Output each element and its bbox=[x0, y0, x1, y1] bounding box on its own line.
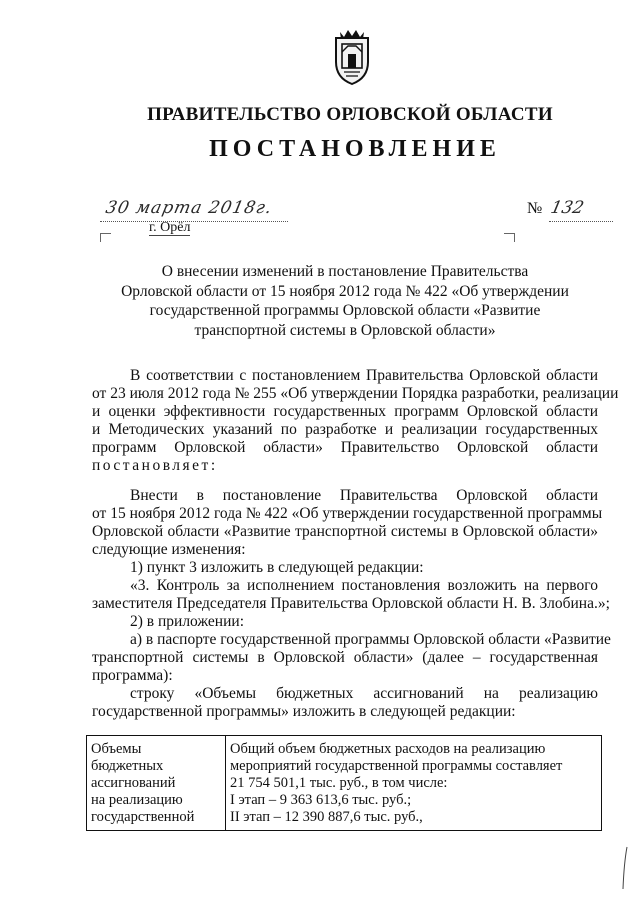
text-line: транспортной системы в Орловской области» (далее – государственная bbox=[92, 649, 598, 666]
text-line: и оценки эффективности государственных программ Орловской области bbox=[92, 403, 598, 420]
document-title bbox=[100, 262, 590, 340]
organization-name: ПРАВИТЕЛЬСТВО ОРЛОВСКОЙ ОБЛАСТИ bbox=[147, 104, 553, 125]
handwritten-number: 132 bbox=[548, 198, 586, 218]
cell-line: Объемы bbox=[91, 741, 142, 757]
table-cell-value bbox=[226, 736, 602, 831]
cell-line: бюджетных bbox=[91, 758, 164, 774]
margin-pen-mark bbox=[621, 845, 629, 891]
text-line: В соответствии с постановлением Правительства Орловской области bbox=[130, 367, 598, 384]
text-line: строку «Объемы бюджетных ассигнований на реализацию bbox=[130, 685, 598, 702]
cell-line: ассигнований bbox=[91, 775, 176, 791]
text-line: Орловской области «Развитие транспортной системы в Орловской области» bbox=[92, 523, 598, 540]
cell-line: государственной bbox=[91, 809, 195, 825]
title-corner-right bbox=[504, 233, 515, 242]
title-line: государственной программы Орловской области «Развитие bbox=[149, 302, 541, 319]
date-field bbox=[100, 198, 288, 222]
text-line: Внести в постановление Правительства Орловской области bbox=[130, 487, 598, 504]
decree-paragraph bbox=[92, 487, 611, 721]
text-line: следующие изменения: bbox=[92, 541, 246, 558]
cell-line: Общий объем бюджетных расходов на реализацию bbox=[230, 741, 546, 757]
text-line: «3. Контроль за исполнением постановления возложить на первого bbox=[130, 577, 598, 594]
cell-line: мероприятий государственной программы составляет bbox=[230, 758, 563, 774]
date-underline bbox=[100, 221, 288, 222]
text-line: 1) пункт 3 изложить в следующей редакции: bbox=[130, 559, 424, 576]
cell-line: 21 754 501,1 тыс. руб., в том числе: bbox=[230, 775, 448, 791]
coat-of-arms-emblem bbox=[328, 28, 376, 86]
resolves-word: постановляет: bbox=[92, 457, 218, 474]
number-label: № bbox=[527, 200, 543, 217]
number-underline bbox=[549, 221, 613, 222]
text-line: от 23 июля 2012 года № 255 «Об утверждении Порядка разработки, реализации bbox=[92, 385, 619, 402]
cell-line: на реализацию bbox=[91, 792, 183, 808]
table-cell-label bbox=[87, 736, 226, 831]
city-label bbox=[149, 220, 190, 236]
title-line: транспортной системы в Орловской области» bbox=[194, 321, 496, 339]
text-line: а) в паспорте государственной программы Орловской области «Развитие bbox=[130, 631, 611, 648]
number-field bbox=[527, 198, 613, 222]
budget-allocation-table bbox=[86, 735, 602, 831]
text-line: и Методических указаний по разработке и реализации государственных bbox=[92, 421, 598, 438]
document-type: ПОСТАНОВЛЕНИЕ bbox=[209, 136, 501, 162]
cell-line: II этап – 12 390 887,6 тыс. руб., bbox=[230, 809, 423, 825]
text-line: заместителя Председателя Правительства Орловской области Н. В. Злобина.»; bbox=[92, 595, 610, 612]
text-line: программ Орловской области» Правительство Орловской области bbox=[92, 439, 598, 456]
text-line: программа): bbox=[92, 667, 173, 684]
text-line: 2) в приложении: bbox=[130, 613, 244, 630]
handwritten-date: 30 марта 2018г. bbox=[103, 198, 275, 218]
city-text: г. Орёл bbox=[149, 220, 191, 235]
table-row bbox=[87, 736, 602, 831]
text-line: от 15 ноября 2012 года № 422 «Об утверждении государственной программы bbox=[92, 505, 603, 522]
text-line: государственной программы» изложить в следующей редакции: bbox=[92, 703, 516, 720]
cell-line: I этап – 9 363 613,6 тыс. руб.; bbox=[230, 792, 412, 808]
title-corner-left bbox=[100, 233, 111, 242]
title-line: О внесении изменений в постановление Правительства bbox=[161, 263, 529, 280]
preamble-paragraph bbox=[92, 367, 619, 475]
title-line: Орловской области от 15 ноября 2012 года № 422 «Об утверждении bbox=[121, 282, 569, 300]
